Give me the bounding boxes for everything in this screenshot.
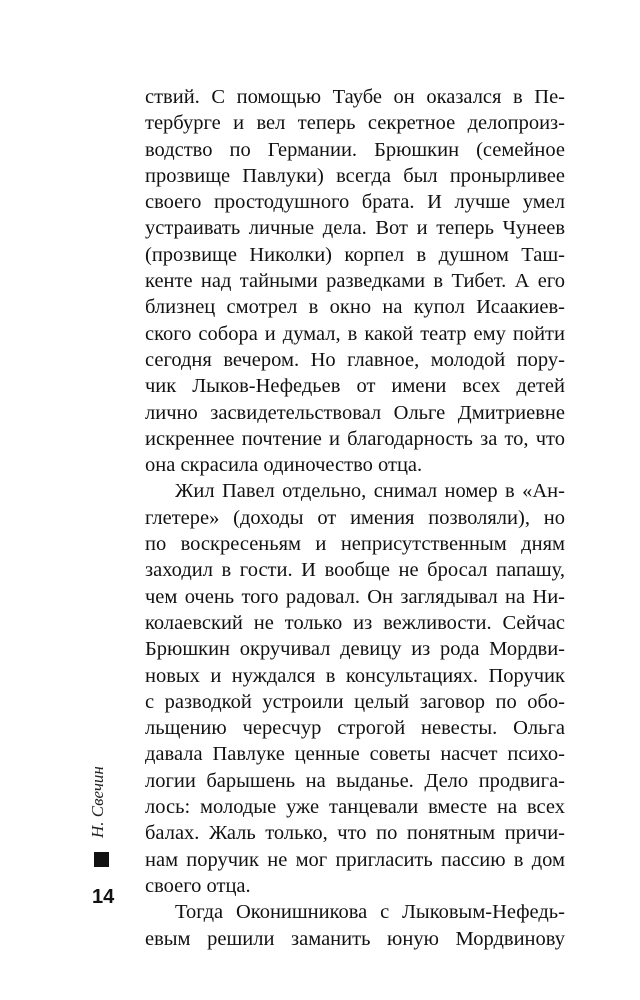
text-line: новых и нуждался в консультациях. Поручик xyxy=(145,664,565,687)
square-marker-icon xyxy=(94,852,109,867)
text-line: колаевский не только из вежливости. Сейчас xyxy=(145,611,565,634)
text-line: давала Павлуке ценные советы насчет психо- xyxy=(145,743,565,766)
text-line: Жил Павел отдельно, снимал номер в «Ан- xyxy=(175,480,565,503)
text-line: заходил в гости. И вообще не бросал папашу, xyxy=(145,559,565,582)
text-line: глетере» (доходы от имения позволяли), но xyxy=(145,506,565,529)
text-line: устраивать личные дела. Вот и теперь Чунеев xyxy=(145,217,565,240)
text-line: по воскресеньям и неприсутственным дням xyxy=(145,533,565,556)
text-line: ствий. С помощью Таубе он оказался в Пе- xyxy=(145,86,565,108)
text-line: лось: молодые уже танцевали вместе на всех xyxy=(145,796,565,819)
text-line: балах. Жаль только, что по понятным причи- xyxy=(145,822,565,845)
text-line: нам поручик не мог пригласить пассию в дом xyxy=(145,848,565,871)
running-head-author: Н. Свечин xyxy=(88,766,107,838)
text-line: своего отца. xyxy=(145,874,251,897)
text-line: льщению чересчур строгой невесты. Ольга xyxy=(145,717,565,740)
text-line: евым решили заманить юную Мордвинову xyxy=(145,927,565,950)
text-line: прозвище Павлуки) всегда был пронырливее xyxy=(145,164,565,187)
text-line: лично засвидетельствовал Ольге Дмитриевне xyxy=(145,401,565,424)
page-number: 14 xyxy=(92,886,115,908)
text-line: своего простодушного брата. И лучше умел xyxy=(145,191,565,214)
text-line: Брюшкин окручивал девицу из рода Мордви- xyxy=(145,638,565,661)
text-line: водство по Германии. Брюшкин (семейное xyxy=(145,138,565,161)
text-line: Тогда Оконишникова с Лыковым-Нефедь- xyxy=(175,901,565,924)
text-line: с разводкой устроили целый заговор по обо- xyxy=(145,690,565,713)
text-line: она скрасила одиночество отца. xyxy=(145,454,423,477)
text-line: логии барышень на выданье. Дело продвига- xyxy=(145,769,565,792)
text-line: близнец смотрел в окно на купол Исаакиев- xyxy=(145,296,565,319)
text-line: ского собора и думал, в какой театр ему пойти xyxy=(145,322,565,345)
text-line: сегодня вечером. Но главное, молодой пору- xyxy=(145,348,565,371)
body-text xyxy=(145,84,565,952)
text-line: (прозвище Николки) корпел в душном Таш- xyxy=(145,243,565,266)
text-line: чем очень того радовал. Он заглядывал на Ни- xyxy=(145,585,565,608)
text-line: тербурге и вел теперь секретное делопроиз- xyxy=(145,112,565,135)
text-line: искреннее почтение и благодарность за то, что xyxy=(145,427,565,450)
text-line: чик Лыков-Нефедьев от имени всех детей xyxy=(145,375,565,398)
text-line: кенте над тайными разведками в Тибет. А его xyxy=(145,270,565,293)
